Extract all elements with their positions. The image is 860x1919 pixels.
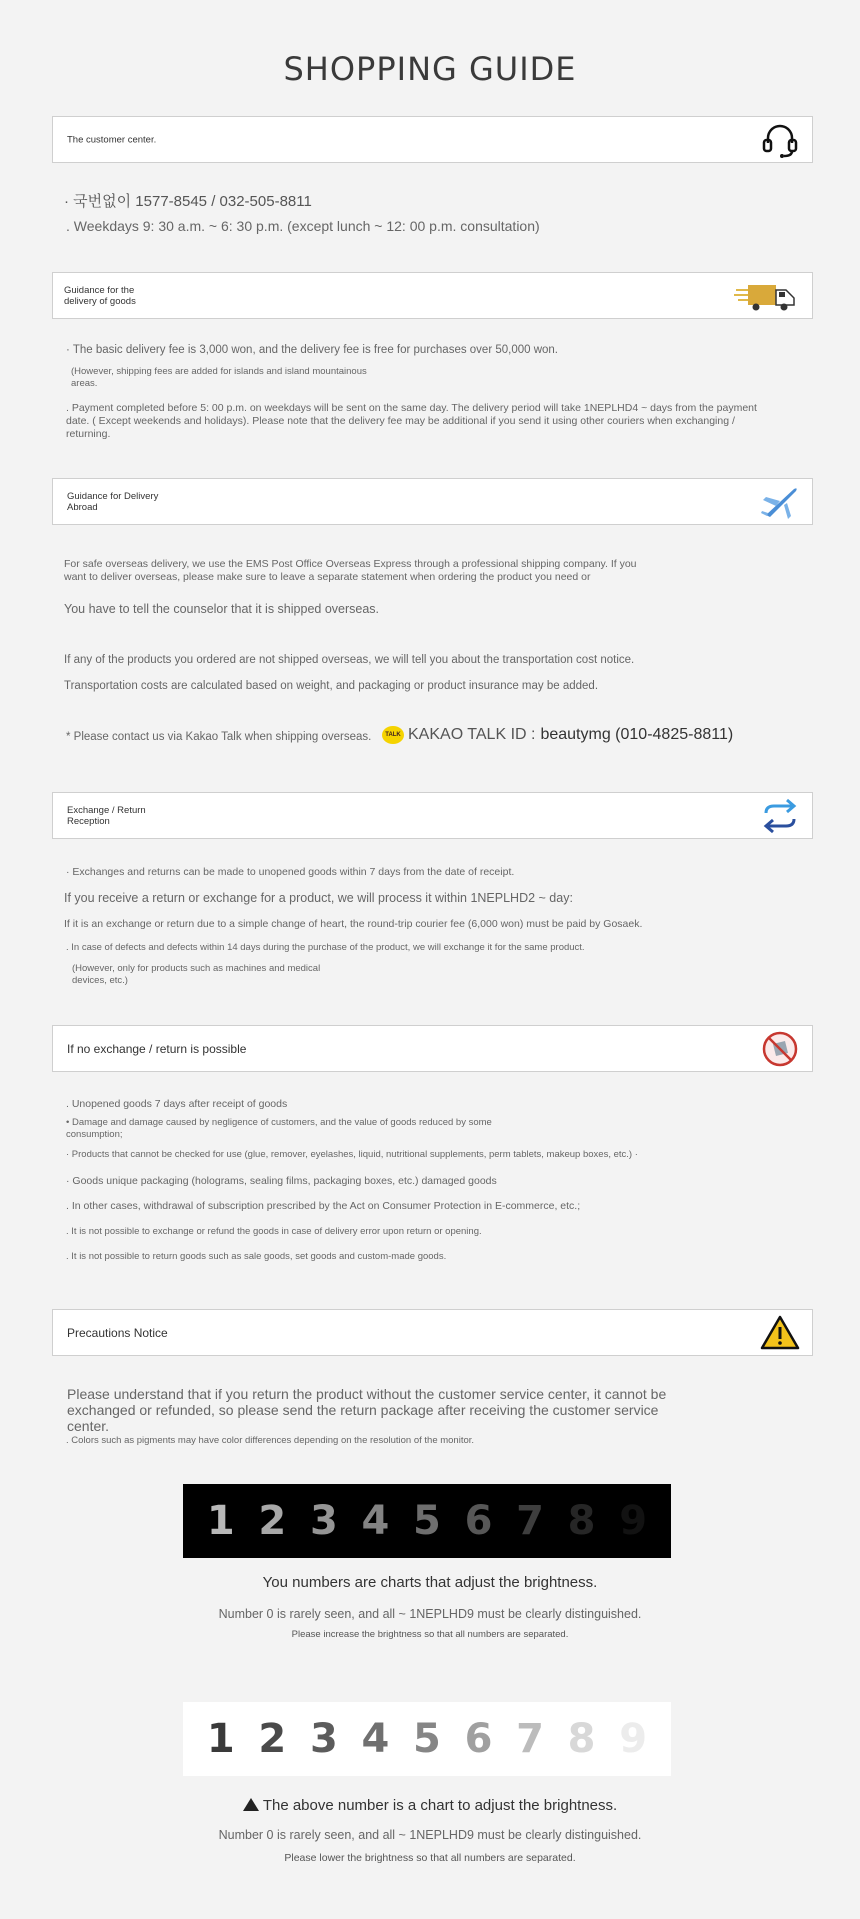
- kakao-talk-id-value: beautymg (010-4825-8811): [540, 726, 734, 743]
- delivery-island-note: (However, shipping fees are added for islands and island mountainous areas.: [71, 366, 367, 389]
- brightness-digit: 4: [361, 1498, 390, 1544]
- exchange-courier-fee-text: If it is an exchange or return due to a simple change of heart, the round-trip courier fee (6,000 won) must be paid by Gosaek.: [64, 918, 643, 930]
- brightness-digit: 5: [413, 1716, 441, 1762]
- page-title: SHOPPING GUIDE: [283, 50, 577, 88]
- brightness-digit: 3: [309, 1498, 338, 1544]
- brightness-digit: 6: [464, 1716, 493, 1762]
- dark-chart-line2: Please increase the brightness so that all numbers are separated.: [291, 1629, 569, 1640]
- brightness-digit: 8: [567, 1716, 596, 1762]
- exchange-label: Exchange / Return Reception: [67, 804, 146, 827]
- brightness-digit: 2: [258, 1498, 287, 1544]
- no-exchange-item-5: . In other cases, withdrawal of subscription prescribed by the Act on Consumer Protection in E-commerce, etc.;: [66, 1200, 581, 1212]
- customer-center-label: The customer center.: [67, 134, 157, 145]
- no-exchange-item-1: . Unopened goods 7 days after receipt of goods: [66, 1098, 288, 1110]
- customer-center-phone: · 국번없이 1577-8545 / 032-505-8811: [64, 193, 312, 210]
- exchange-process-text: If you receive a return or exchange for a product, we will process it within 1NEPLHD2 ~ day:: [64, 891, 573, 905]
- delivery-truck-icon: [734, 277, 798, 315]
- exchange-header: [52, 792, 813, 839]
- brightness-digit: 2: [258, 1716, 287, 1762]
- dark-chart-line1: Number 0 is rarely seen, and all ~ 1NEPLHD9 must be clearly distinguished.: [218, 1607, 642, 1621]
- brightness-digit: 8: [567, 1498, 596, 1544]
- brightness-chart-dark: [183, 1484, 671, 1558]
- warning-icon: [760, 1314, 800, 1352]
- headset-icon: [760, 121, 800, 159]
- brightness-digit: 7: [516, 1716, 544, 1762]
- no-exchange-item-4: · Goods unique packaging (holograms, sealing films, packaging boxes, etc.) damaged goods: [66, 1175, 497, 1187]
- kakao-talk-id: [382, 726, 733, 744]
- precautions-return-text: Please understand that if you return the product without the customer service center, it cannot be exchanged or refunded, so please send the return package after receiving the customer service center.: [67, 1386, 667, 1434]
- abroad-cost-text: Transportation costs are calculated based on weight, and packaging or product insurance may be added.: [64, 680, 599, 692]
- abroad-header: [52, 478, 813, 525]
- no-exchange-item-2: • Damage and damage caused by negligence of customers, and the value of goods reduced by some consumption;: [66, 1117, 492, 1140]
- brightness-digit: 4: [361, 1716, 390, 1762]
- exchange-defect-text: . In case of defects and defects within 14 days during the purchase of the product, we will exchange it for the same product.: [66, 942, 585, 953]
- precautions-color-text: . Colors such as pigments may have color differences depending on the resolution of the monitor.: [66, 1435, 475, 1446]
- brightness-digit: 6: [464, 1498, 493, 1544]
- customer-center-header: [52, 116, 813, 163]
- dark-chart-caption: You numbers are charts that adjust the brightness.: [262, 1574, 598, 1591]
- abroad-kakao-note: * Please contact us via Kakao Talk when shipping overseas.: [66, 731, 372, 743]
- airplane-icon: [760, 483, 800, 521]
- delivery-header: [52, 272, 813, 319]
- delivery-label: Guidance for the delivery of goods: [64, 284, 136, 307]
- brightness-digit: 3: [309, 1716, 338, 1762]
- precautions-label: Precautions Notice: [67, 1325, 168, 1340]
- exchange-7days-text: · Exchanges and returns can be made to unopened goods within 7 days from the date of receipt.: [66, 866, 515, 878]
- kakao-talk-icon: TALK: [382, 726, 404, 744]
- brightness-digit: 9: [619, 1498, 648, 1544]
- abroad-not-shipped-text: If any of the products you ordered are not shipped overseas, we will tell you about the transportation cost notice.: [64, 654, 635, 666]
- light-chart-caption-row: [0, 1797, 860, 1814]
- light-chart-caption: The above number is a chart to adjust the brightness.: [262, 1797, 618, 1814]
- no-exchange-item-6: . It is not possible to exchange or refund the goods in case of delivery error upon return or opening.: [66, 1226, 482, 1237]
- brightness-chart-light: [183, 1702, 671, 1776]
- brightness-digit: 9: [619, 1716, 648, 1762]
- no-exchange-label: If no exchange / return is possible: [67, 1041, 247, 1056]
- abroad-counselor-text: You have to tell the counselor that it is shipped overseas.: [64, 602, 380, 616]
- kakao-talk-label: KAKAO TALK ID :: [408, 726, 536, 743]
- brightness-digit: 1: [206, 1716, 235, 1762]
- abroad-label: Guidance for Delivery Abroad: [67, 490, 159, 513]
- light-chart-line2: Please lower the brightness so that all numbers are separated.: [284, 1852, 576, 1864]
- brightness-digit: 1: [206, 1498, 235, 1544]
- no-exchange-item-3: · Products that cannot be checked for use (glue, remover, eyelashes, liquid, nutritional supplements, perm tablets, makeup boxes, etc.) ·: [66, 1149, 638, 1160]
- delivery-fee-text: · The basic delivery fee is 3,000 won, and the delivery fee is free for purchases over 50,000 won.: [66, 344, 559, 356]
- abroad-ems-text: For safe overseas delivery, we use the EMS Post Office Overseas Express through a professional shipping company. If you want to deliver overseas, please make sure to leave a separate statement when ordering the product you need or: [64, 558, 637, 583]
- prohibited-icon: [760, 1030, 800, 1068]
- exchange-machines-note: (However, only for products such as machines and medical devices, etc.): [72, 963, 321, 986]
- no-exchange-item-7: . It is not possible to return goods such as sale goods, set goods and custom-made goods.: [66, 1251, 447, 1262]
- triangle-up-icon: [243, 1798, 259, 1811]
- precautions-header: [52, 1309, 813, 1356]
- no-exchange-header: [52, 1025, 813, 1072]
- exchange-arrows-icon: [760, 797, 800, 835]
- customer-center-hours: . Weekdays 9: 30 a.m. ~ 6: 30 p.m. (except lunch ~ 12: 00 p.m. consultation): [66, 218, 540, 234]
- delivery-period-text: . Payment completed before 5: 00 p.m. on weekdays will be sent on the same day. The delivery period will take 1NEPLHD4 ~ days from the payment date. ( Except weekends and holidays). Please note that the delivery fee may be additional if you send it using other couriers when exchanging / returning.: [66, 402, 757, 440]
- light-chart-line1: Number 0 is rarely seen, and all ~ 1NEPLHD9 must be clearly distinguished.: [218, 1828, 642, 1842]
- brightness-digit: 7: [516, 1498, 544, 1544]
- brightness-digit: 5: [413, 1498, 441, 1544]
